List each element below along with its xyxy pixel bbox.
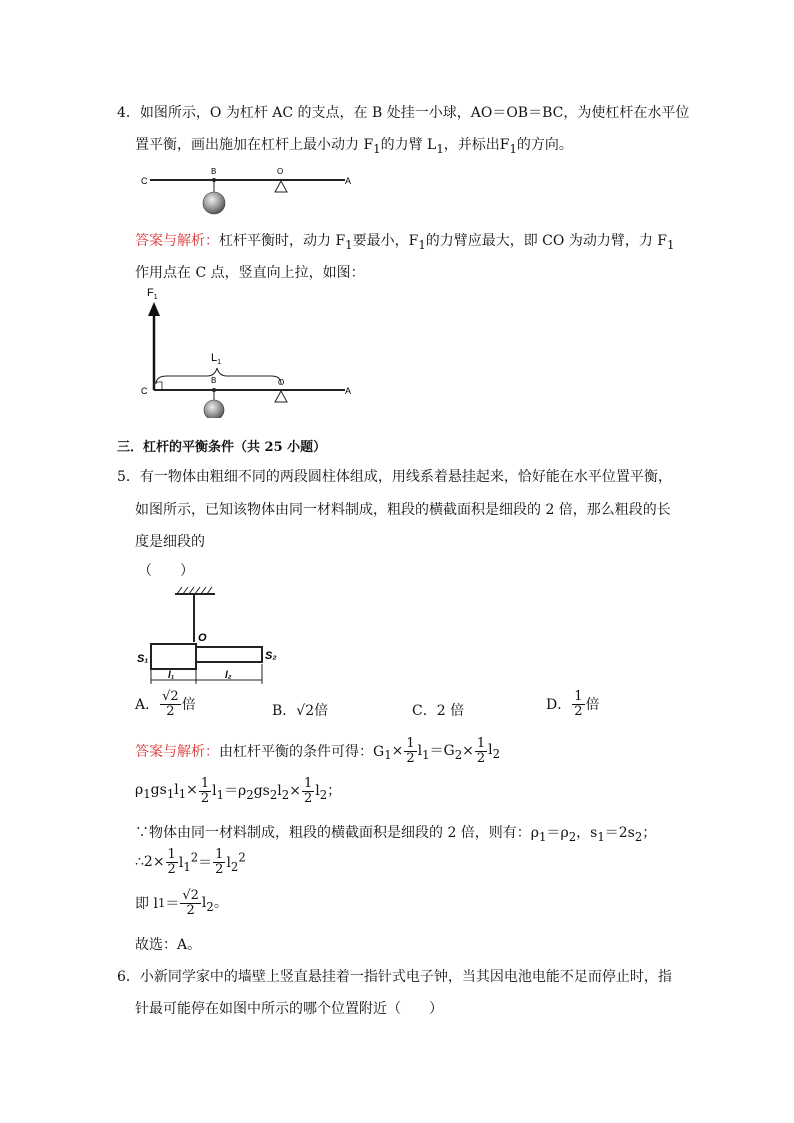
option-d[interactable]: D． $\frac{1}{2}$ 倍 — [546, 689, 600, 719]
section-3-title: 三．杠杆的平衡条件（共 25 小题） — [117, 440, 327, 455]
option-b[interactable]: B．√2倍 — [272, 703, 329, 719]
label-b2: B — [211, 376, 217, 385]
label-a: A — [345, 176, 352, 186]
q5-blank: （ ） — [138, 563, 194, 579]
option-c[interactable]: C．2 倍 — [412, 703, 465, 719]
label-a2: A — [345, 386, 352, 396]
label-b: B — [211, 167, 217, 176]
lever-figure-1 — [135, 162, 365, 222]
thick-segment — [151, 644, 196, 669]
q5-answer-line2: $\rho_1gs_1l_1\times$ $\frac{1}{2}$ $l_1=\rho_2gs_2l_2\times$ $\frac{1}{2}$ $l_2$； — [135, 776, 342, 806]
q5-answer-line5: 即 l1＝ $\frac{√2}{2}$ $l_2$。 — [135, 888, 228, 918]
ball — [203, 192, 225, 214]
q5-answer-line6: 故选：A。 — [135, 937, 202, 953]
q4-line2: 置平衡，画出施加在杠杆上最小动力 $F_1$的力臂 $L_1$，并标出$F_1$的方向。 — [135, 137, 573, 156]
q5-line2: 如图所示，已知该物体由同一材料制成，粗段的横截面积是细段的 2 倍，那么粗段的长 — [135, 502, 671, 518]
option-a[interactable]: A． $\frac{√2}{2}$ 倍 — [135, 689, 196, 719]
ceiling-hatch — [177, 587, 212, 594]
q4-answer-line1: 答案与解析：杠杆平衡时，动力 $F_1$要最小，$F_1$的力臂应最大，即 CO 为动力臂，力 $F_1$ — [135, 233, 675, 252]
q4-answer-line2: 作用点在 C 点，竖直向上拉，如图： — [135, 265, 365, 281]
q6-line2: 针最可能停在如图中所示的哪个位置附近（ ） — [135, 1001, 443, 1017]
label-f1: $F_1$ — [147, 287, 158, 301]
thin-segment — [196, 647, 262, 662]
ball-2 — [204, 400, 224, 418]
label-o: O — [277, 167, 284, 176]
label-l2-rod: l₂ — [225, 670, 232, 681]
label-s2: S₂ — [265, 650, 277, 662]
q5-answer-line4: ∴2× $\frac{1}{2}$ $l_1^2=$ $\frac{1}{2}$ $l_2^2$ — [135, 847, 246, 877]
q4-line1: 4．如图所示，O 为杠杆 AC 的支点，在 B 处挂一小球，AO＝OB＝BC，为使杠杆在水平位 — [117, 105, 690, 121]
q6-line1: 6．小新同学家中的墙壁上竖直悬挂着一指针式电子钟，当其因电池电能不足而停止时，指 — [117, 969, 672, 985]
rod-figure — [135, 584, 285, 690]
fulcrum-2 — [275, 391, 287, 402]
lever-figure-2 — [135, 282, 365, 418]
label-c: C — [141, 176, 148, 186]
q5-answer-line3: ∵物体由同一材料制成，粗段的横截面积是细段的 2 倍，则有：$\rho_1=\rho_2$，$s_1=2s_2$； — [135, 825, 657, 844]
label-s1: S₁ — [137, 653, 149, 665]
label-l1-rod: l₁ — [168, 670, 175, 681]
label-c2: C — [141, 386, 148, 396]
label-o2: O — [278, 378, 285, 387]
label-l1: $L_1$ — [211, 352, 222, 366]
q5-answer-line1: 答案与解析：由杠杆平衡的条件可得：$G_1\times$ $\frac{1}{2}$ $l_1=G_2\times$ $\frac{1}{2}$ $l_2$ — [135, 736, 501, 766]
fulcrum — [275, 181, 287, 192]
label-o3: O — [198, 632, 207, 644]
q5-line3: 度是细段的 — [135, 534, 205, 550]
q5-line1: 5．有一物体由粗细不同的两段圆柱体组成，用线系着悬挂起来，恰好能在水平位置平衡， — [117, 469, 672, 485]
brace — [156, 368, 281, 384]
